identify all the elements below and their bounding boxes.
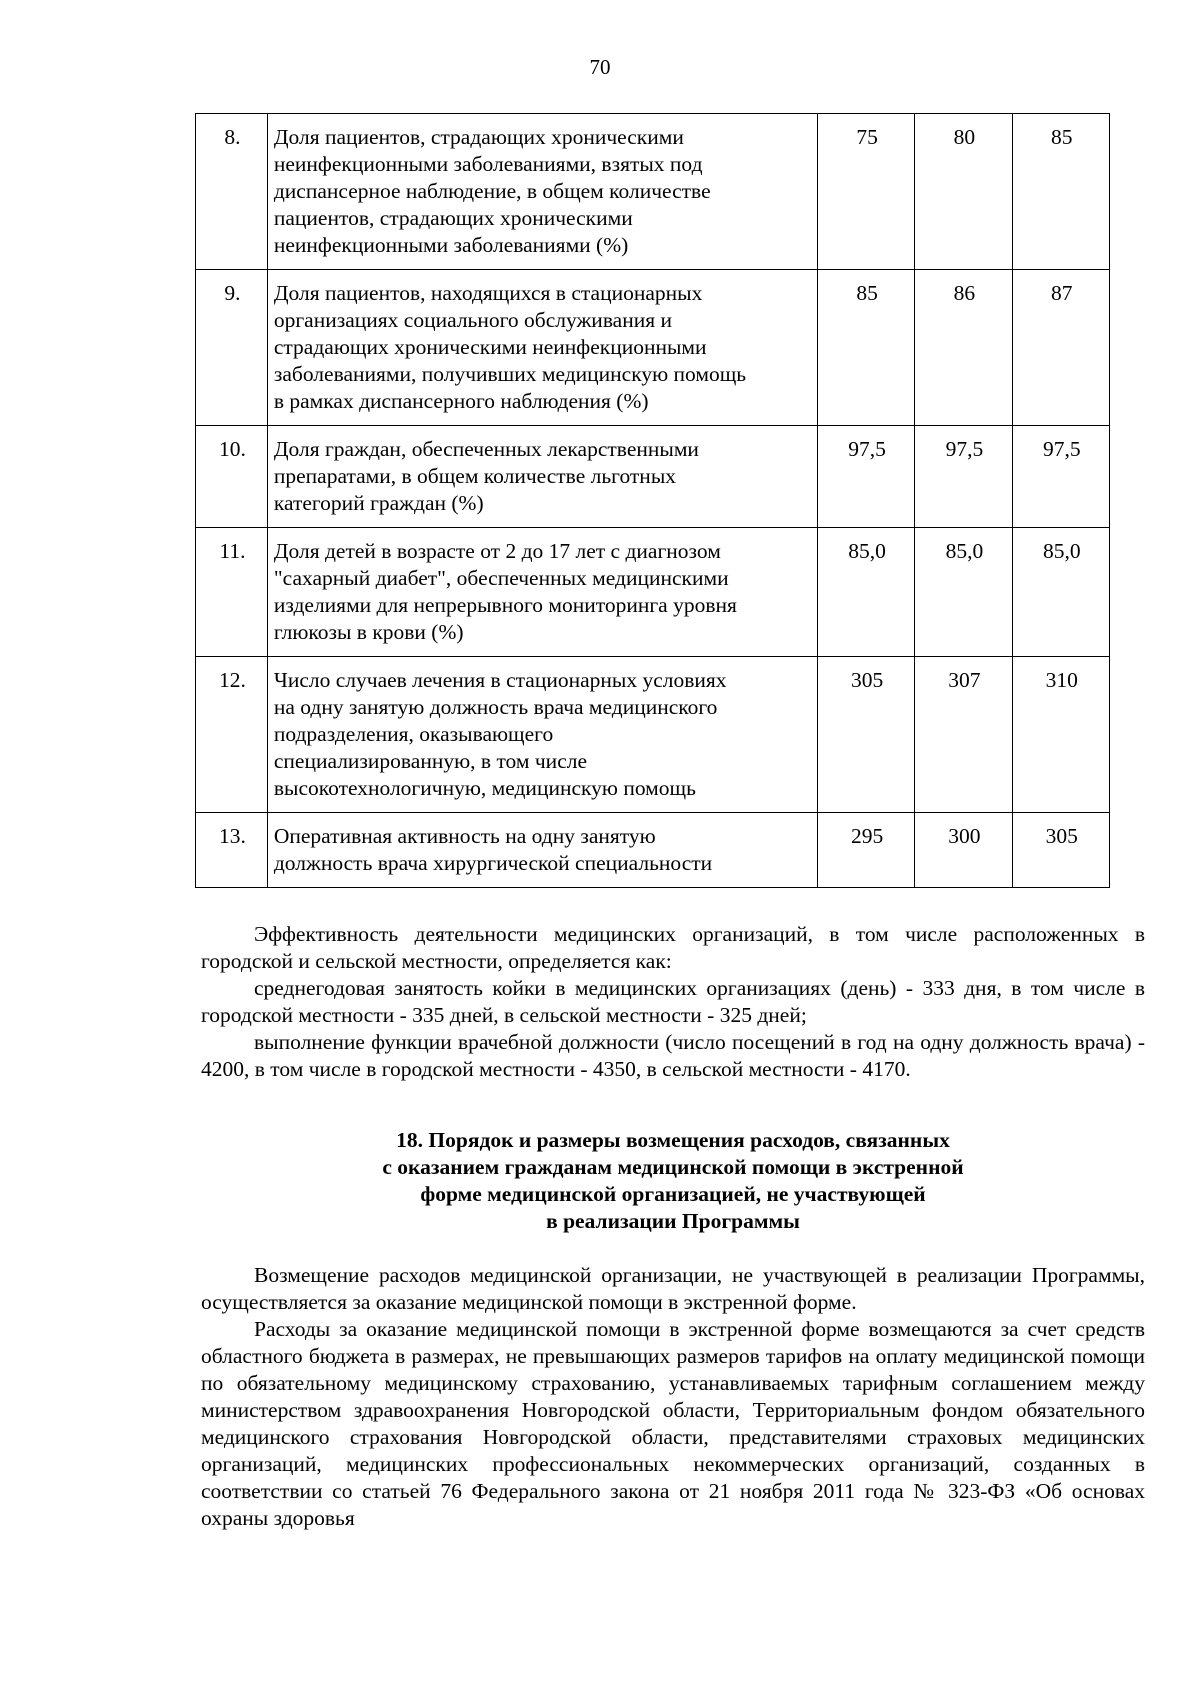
indicator-value-2: 86 (915, 270, 1012, 426)
indicator-description-line: Доля пациентов, находящихся в стационарных (273, 281, 703, 305)
indicator-value-2: 85,0 (915, 528, 1012, 657)
indicator-description (267, 813, 817, 888)
indicator-value-3: 85 (1012, 114, 1109, 270)
indicator-description-line: страдающих хроническими неинфекционными (273, 335, 707, 359)
indicator-description-line: заболеваниями, получивших медицинскую помощь (273, 362, 747, 386)
row-number: 12. (196, 657, 268, 813)
indicator-value-2: 80 (915, 114, 1012, 270)
row-number: 11. (196, 528, 268, 657)
efficiency-paragraph-intro: Эффективность деятельности медицинских организаций, в том числе расположенных в городской и сельской местности, определяется как: (201, 922, 1145, 973)
indicator-description-line: неинфекционными заболеваниями (%) (273, 233, 629, 257)
table-row (196, 270, 1110, 426)
indicator-value-3: 97,5 (1012, 426, 1109, 528)
section-heading-line: с оказанием гражданам медицинской помощи в экстренной (382, 1155, 964, 1179)
indicator-value-1: 295 (817, 813, 914, 888)
section-heading-line: 18. Порядок и размеры возмещения расходов, связанных (396, 1128, 950, 1152)
indicator-description (267, 270, 817, 426)
indicator-description (267, 657, 817, 813)
row-number: 10. (196, 426, 268, 528)
section-heading-line: форме медицинской организацией, не участвующей (420, 1182, 926, 1206)
indicator-description-line: Доля пациентов, страдающих хроническими (273, 125, 684, 149)
indicator-value-3: 310 (1012, 657, 1109, 813)
indicator-description-line: организациях социального обслуживания и (273, 308, 673, 332)
section-heading (201, 1127, 1145, 1235)
indicator-value-1: 85,0 (817, 528, 914, 657)
indicator-value-3: 87 (1012, 270, 1109, 426)
efficiency-paragraph-bed-occupancy: среднегодовая занятость койки в медицинских организациях (день) - 333 дня, в том числе в городской местности - 335 дней, в сельской местности - 325 дней; (201, 976, 1145, 1027)
table-row (196, 657, 1110, 813)
indicator-description-line: неинфекционными заболеваниями, взятых под (273, 152, 703, 176)
indicator-value-2: 97,5 (915, 426, 1012, 528)
indicator-description-line: высокотехнологичную, медицинскую помощь (273, 776, 696, 800)
indicator-description-line: подразделения, оказывающего (273, 722, 554, 746)
indicator-description (267, 528, 817, 657)
indicator-description-line: специализированную, в том числе (273, 749, 588, 773)
indicator-description-line: Число случаев лечения в стационарных условиях (273, 668, 727, 692)
indicator-description-line: препаратами, в общем количестве льготных (273, 464, 677, 488)
indicators-table (195, 113, 1110, 888)
indicator-description-line: изделиями для непрерывного мониторинга уровня (273, 593, 737, 617)
table-row (196, 426, 1110, 528)
indicator-value-3: 85,0 (1012, 528, 1109, 657)
indicator-value-1: 85 (817, 270, 914, 426)
indicator-description-line: категорий граждан (%) (273, 491, 484, 515)
efficiency-text (201, 921, 1145, 1083)
page-number: 70 (589, 55, 611, 79)
row-number: 9. (196, 270, 268, 426)
indicator-description-line: глюкозы в крови (%) (273, 620, 464, 644)
section-paragraph-reimbursement: Возмещение расходов медицинской организации, не участвующей в реализации Программы, осуществляется за оказание медицинской помощи в экстренной форме. (201, 1263, 1145, 1314)
indicator-value-1: 97,5 (817, 426, 914, 528)
table-row (196, 114, 1110, 270)
indicator-description-line: пациентов, страдающих хроническими (273, 206, 633, 230)
indicator-description-line: на одну занятую должность врача медицинского (273, 695, 718, 719)
indicator-description-line: диспансерное наблюдение, в общем количестве (273, 179, 711, 203)
section-body (201, 1262, 1145, 1532)
indicator-value-2: 300 (915, 813, 1012, 888)
indicator-description (267, 114, 817, 270)
section-paragraph-expenses: Расходы за оказание медицинской помощи в экстренной форме возмещаются за счет средств областного бюджета в размерах, не превышающих размеров тарифов на оплату медицинской помощи по обязательному медицинскому страхованию, устанавливаемых тарифным соглашением между министерством здравоохранения Новгородской области, Территориальным фондом обязательного медицинского страхования Новгородской области, представителями страховых медицинских организаций, медицинских профессиональных некоммерческих организаций, созданных в соответствии со статьей 76 Федерального закона от 21 ноября 2011 года № 323-ФЗ «Об основах охраны здоровья (201, 1317, 1145, 1530)
indicator-description (267, 426, 817, 528)
indicator-description-line: Оперативная активность на одну занятую (273, 824, 656, 848)
indicator-value-1: 75 (817, 114, 914, 270)
table-row (196, 528, 1110, 657)
indicator-description-line: Доля детей в возрасте от 2 до 17 лет с диагнозом (273, 539, 721, 563)
efficiency-paragraph-doctor-function: выполнение функции врачебной должности (число посещений в год на одну должность врача) - 4200, в том числе в городской местности - 4350, в сельской местности - 4170. (201, 1030, 1145, 1081)
indicator-description-line: должность врача хирургической специальности (273, 851, 713, 875)
indicator-description-line: "сахарный диабет", обеспеченных медицинскими (273, 566, 729, 590)
indicator-value-2: 307 (915, 657, 1012, 813)
indicator-value-3: 305 (1012, 813, 1109, 888)
table-row (196, 813, 1110, 888)
indicator-description-line: в рамках диспансерного наблюдения (%) (273, 389, 649, 413)
row-number: 13. (196, 813, 268, 888)
indicator-description-line: Доля граждан, обеспеченных лекарственными (273, 437, 699, 461)
section-heading-line: в реализации Программы (546, 1209, 800, 1233)
indicator-value-1: 305 (817, 657, 914, 813)
row-number: 8. (196, 114, 268, 270)
indicators-table-body (196, 114, 1110, 888)
